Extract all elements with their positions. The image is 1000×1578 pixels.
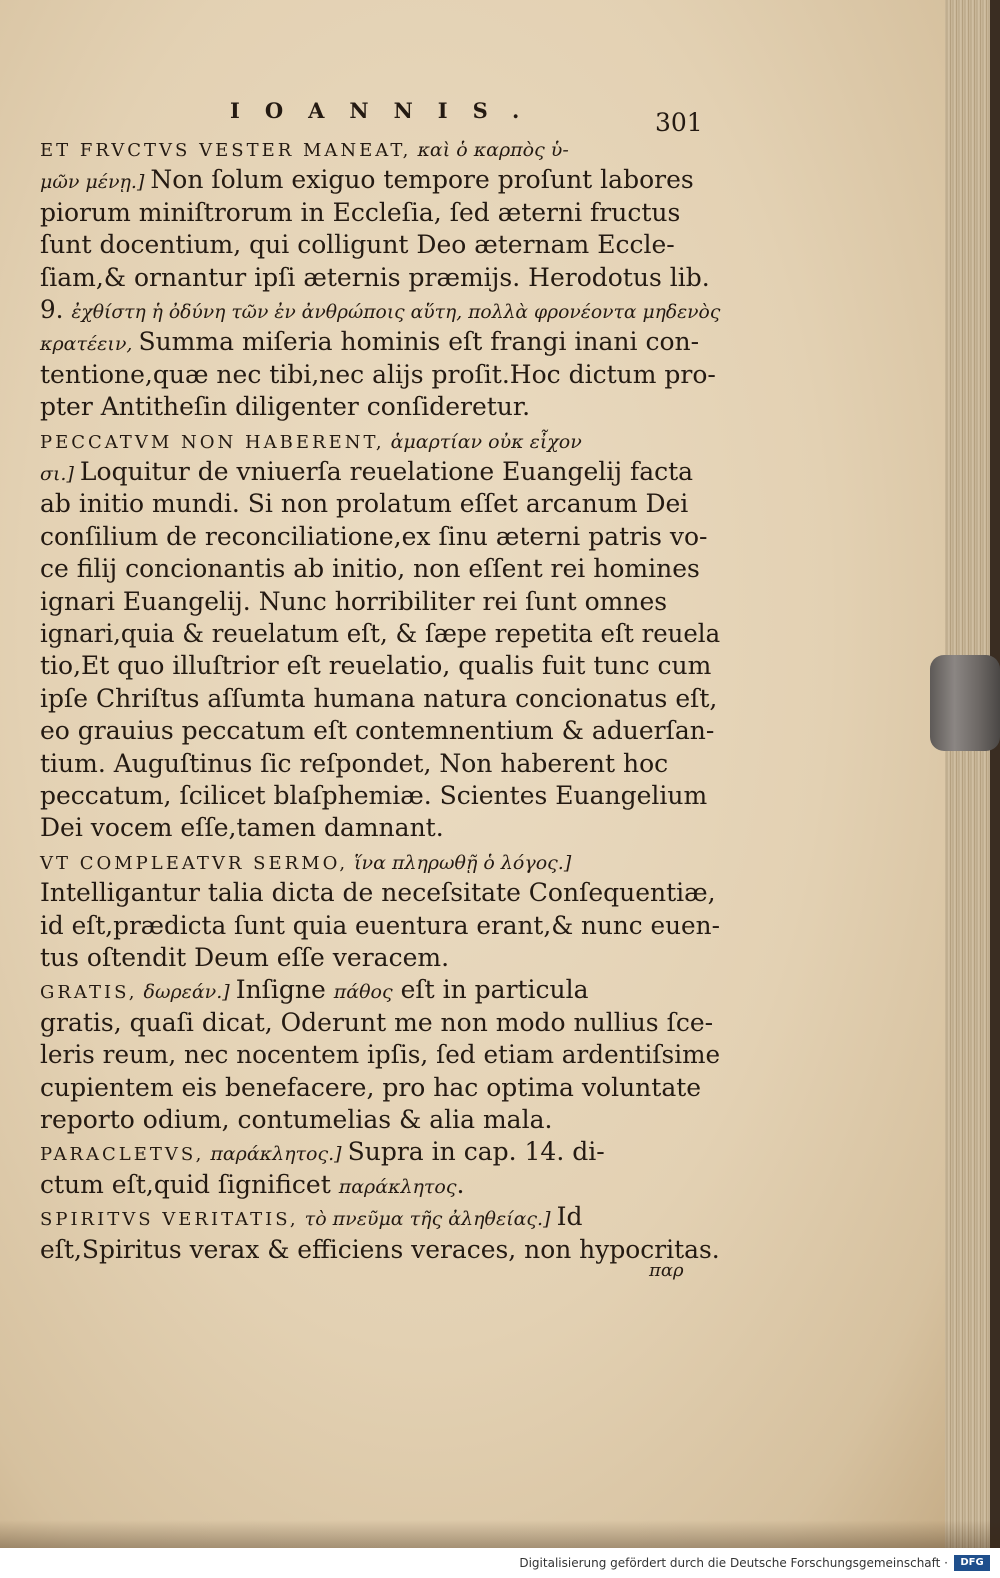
latin-text: ſunt docentium, qui colligunt Deo æternam Eccle- [40,230,675,260]
text-line [40,457,693,486]
lemma: ET FRVCTVS VESTER MANEAT, [40,140,412,161]
greek-text: ἵνα πληρωθῇ ὁ λόγος.] [348,851,572,874]
page-number: 301 [655,108,703,137]
latin-text: Summa miſeria hominis eſt frangi inani con- [138,327,700,357]
funding-credit: Digitalisierung gefördert durch die Deutsche Forschungsgemeinschaft · [519,1556,948,1570]
text-line [40,295,720,324]
latin-text: ignari,quia & reuelatum eſt, & ſæpe repetita eſt reuela [40,619,721,648]
text-line [40,489,688,518]
text-line [40,587,667,616]
latin-text: leris reum, nec nocentem ipſis, ſed etiam ardentiſsime [40,1040,721,1070]
latin-text: ctum eſt,quid ſignificet [40,1169,339,1199]
page-clip [930,655,1000,751]
latin-text: eo grauius peccatum eſt contemnentium & aduerſan- [40,716,715,746]
lemma: VT COMPLEATVR SERMO, [40,852,349,874]
lemma: SPIRITVS VERITATIS, [40,1209,299,1231]
latin-text: 9. [40,295,72,324]
latin-text: Id [556,1202,583,1232]
latin-text: reporto odium, contumelias & alia mala. [40,1105,553,1134]
text-line [40,911,720,940]
dfg-logo: DFG [954,1555,990,1571]
latin-text: tentione,quæ nec tibi,nec alijs proſit.Hoc dictum pro- [40,359,716,389]
lemma: GRATIS, [40,982,138,1004]
latin-text: Supra in cap. 14. di- [347,1137,605,1167]
text-line [40,1202,582,1231]
text-line [40,813,444,842]
greek-text: δωρεάν.] [137,981,236,1004]
latin-text: ignari Euangelij. Nunc horribiliter rei ſunt omnes [40,586,668,616]
text-line [40,230,675,259]
text-line [40,781,707,810]
latin-text: piorum miniſtrorum in Eccleſia, ſed æterni fructus [40,197,681,227]
greek-text: καὶ ὁ καρπὸς ὑ- [411,139,569,161]
latin-text: ce filij concionantis ab initio, non eſſent rei homines [40,554,700,584]
text-line [40,1170,464,1199]
latin-text: Inſigne [235,975,334,1005]
latin-text: conſilium de reconciliatione,ex ſinu æterni patris vo- [40,521,708,551]
footer-bar [0,1548,1000,1578]
text-line [40,522,708,551]
text-line [40,975,589,1004]
latin-text: id eſt,prædicta ſunt quia euentura erant,& nunc euen- [40,910,720,940]
latin-text: tio,Et quo illuſtrior eſt reuelatio, qualis fuit tunc cum [40,651,712,681]
text-line [40,1137,605,1166]
text-line [40,1008,713,1037]
text-line [40,878,716,907]
greek-text: παράκλητος [338,1175,457,1198]
lemma: PARACLETVS, [40,1144,205,1166]
text-line [40,263,710,292]
latin-text: pter Antitheſin diligenter conſideretur. [40,392,531,422]
lemma: PECCATVM NON HABERENT, [40,431,385,453]
greek-text: μῶν μένῃ.] [40,171,151,194]
latin-text: tium. Auguſtinus ſic reſpondet, Non haberent hoc [40,748,669,778]
text-line [40,165,694,194]
text-line [40,1105,552,1134]
greek-text: ἐχθίστη ἡ ὀδύνη τῶν ἐν ἀνθρώποις αὕτη, πολλὰ φρονέοντα μηδενὸς [71,301,721,323]
text-line [40,846,571,875]
latin-text: eſt,Spiritus verax & efficiens veraces, non hypocritas. [40,1234,720,1264]
latin-text: . [456,1169,465,1199]
catchword: παρ [649,1260,684,1281]
text-line [40,716,714,745]
book-cover-edge [990,0,1000,1548]
latin-text: Non ſolum exiguo tempore proſunt labores [150,165,694,195]
running-head: IOANNIS. [230,98,545,123]
text-line [40,943,449,972]
text-line [40,1040,720,1069]
greek-text: σι.] [40,463,80,485]
latin-text: cupientem eis benefacere, pro hac optima voluntate [40,1072,702,1102]
latin-text: peccatum, ſcilicet blaſphemiæ. Scientes Euangelium [40,781,708,810]
text-line [40,133,569,162]
text-line [40,554,700,583]
latin-text: ſiam,& ornantur ipſi æternis præmijs. Herodotus lib. [40,262,710,292]
text-line [40,1073,701,1102]
text-line [40,651,711,680]
text-line [40,392,530,421]
page-shadow [0,1520,1000,1548]
text-line [40,198,680,227]
greek-text: πάθος [333,981,393,1004]
latin-text: Intelligantur talia dicta de neceſsitate Conſequentiæ, [40,878,716,908]
latin-text: gratis, quaſi dicat, Oderunt me non modo nullius ſce- [40,1007,714,1037]
text-line [40,619,720,648]
text-line [40,684,717,713]
greek-text: παράκλητος.] [204,1143,348,1166]
text-line [40,327,699,356]
greek-text: ἁμαρτίαν οὐκ εἶχον [384,430,582,453]
greek-text: τὸ πνεῦμα τῆς ἀληθείας.] [298,1208,557,1231]
latin-text: eſt in particula [392,975,589,1005]
text-line [40,749,668,778]
latin-text: tus oſtendit Deum eſſe veracem. [40,943,450,972]
text-line [40,1235,720,1264]
greek-text: κρατέειν, [40,333,139,356]
latin-text: Loquitur de vniuerſa reuelatione Euangelij facta [79,457,694,486]
latin-text: Dei vocem eſſe,tamen damnant. [40,813,444,843]
latin-text: ab initio mundi. Si non prolatum eſſet arcanum Dei [40,489,689,519]
text-line [40,360,716,389]
latin-text: ipſe Chriſtus aſſumta humana natura concionatus eſt, [40,683,718,713]
text-line [40,425,582,454]
